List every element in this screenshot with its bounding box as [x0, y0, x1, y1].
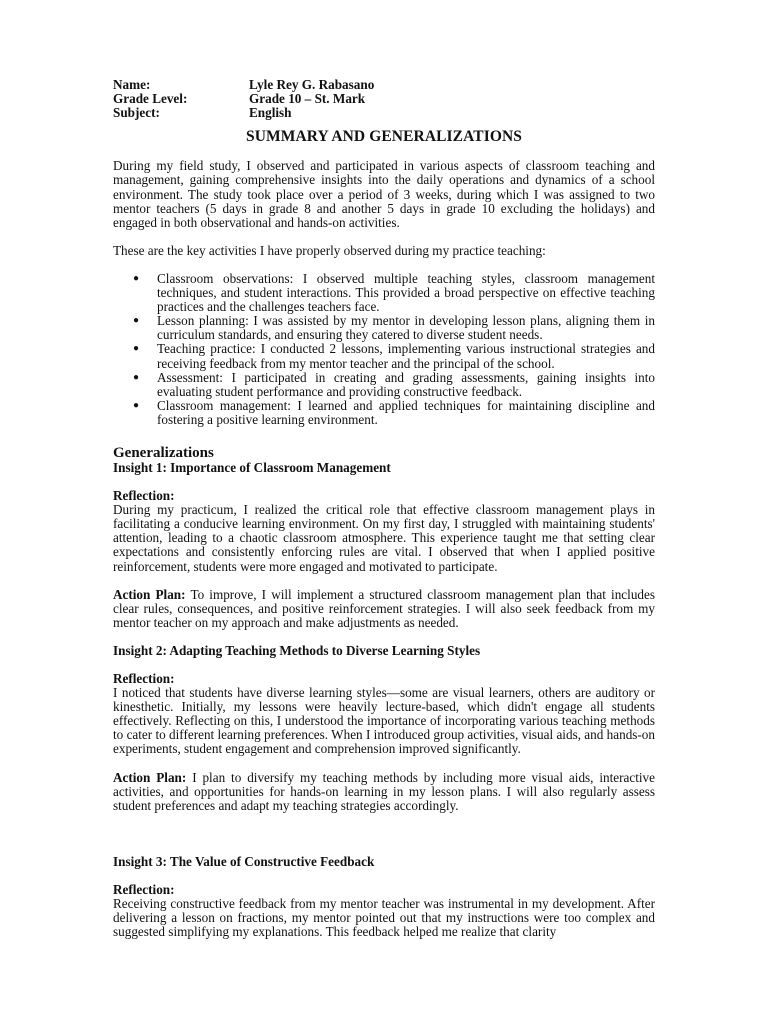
bullet-icon: ●: [133, 315, 140, 327]
list-item: [133, 397, 655, 427]
list-item-text: Lesson planning: I was assisted by my mentor in developing lesson plans, aligning them in curriculum standards, and ensuring they catered to diverse student needs.: [157, 313, 655, 343]
generalizations-heading: Generalizations: [113, 444, 214, 461]
insight-2-reflection-label: Reflection:: [113, 671, 175, 686]
subject-value: English: [249, 105, 292, 121]
bullet-icon: ●: [133, 272, 140, 284]
insight-3-reflection-label: Reflection:: [113, 881, 175, 897]
subject-row: [113, 106, 655, 120]
insight-1-reflection-label: Reflection:: [113, 488, 175, 504]
insight-2-action-plan: [113, 771, 655, 813]
name-value: Lyle Rey G. Rabasano: [249, 77, 375, 92]
list-item-text: Teaching practice: I conducted 2 lessons, implementing various instructional strategies and receiving feedback from my mentor teacher and the principal of the school.: [157, 341, 655, 371]
page-title: SUMMARY AND GENERALIZATIONS: [245, 128, 523, 146]
list-item: [133, 313, 655, 343]
activities-list: [113, 272, 655, 427]
action-plan-label: Action Plan:: [113, 586, 186, 602]
subject-label: Subject:: [113, 105, 160, 121]
insight-1-action-plan: [113, 588, 655, 630]
bullet-icon: ●: [133, 343, 140, 355]
insight-1-reflection: During my practicum, I realized the critical role that effective classroom management plays in facilitating a conducive learning environment. On my first day, I struggled with maintaining students' attention, leading to a chaotic classroom atmosphere. This experience taught me that setting clear expectations and consistently enforcing rules are vital. I observed that when I applied positive reinforcement, students were more engaged and motivated to participate.: [113, 502, 655, 574]
insight-3-title: Insight 3: The Value of Constructive Feedback: [113, 853, 375, 869]
insight-3-reflection: Receiving constructive feedback from my mentor teacher was instrumental in my development. After delivering a lesson on fractions, my mentor pointed out that my instructions were too complex and suggested simplifying my explanations. This feedback helped me realize that clarity: [113, 896, 655, 940]
list-item: [133, 270, 655, 315]
insight-2-title: Insight 2: Adapting Teaching Methods to Diverse Learning Styles: [113, 642, 481, 658]
list-item: [133, 341, 655, 371]
bullet-icon: ●: [133, 371, 140, 383]
intro-paragraph: During my field study, I observed and participated in various aspects of classroom teaching and management, gaining comprehensive insights into the daily operations and dynamics of a school environment. The study took place over a period of 3 weeks, during which I was assigned to two mentor teachers (5 days in grade 8 and another 5 days in grade 10 excluding the holidays) and engaged in both observational and hands-on activities.: [113, 158, 655, 230]
bullet-icon: ●: [133, 399, 140, 411]
list-item-text: Classroom management: I learned and applied techniques for maintaining discipline and fostering a positive learning environment.: [157, 397, 655, 427]
action-plan-text: I plan to diversify my teaching methods by including more visual aids, interactive activities, and opportunities for hands-on learning in my lesson plans. I will also regularly assess student preferences and adapt my teaching strategies accordingly.: [113, 769, 656, 813]
insight-1-title: Insight 1: Importance of Classroom Management: [113, 459, 391, 475]
action-plan-label: Action Plan:: [113, 769, 187, 785]
document-page: [113, 78, 655, 939]
action-plan-text: To improve, I will implement a structured classroom management plan that includes clear rules, consequences, and positive reinforcement strategies. I will also seek feedback from my mentor teacher on my approach and make adjustments as needed.: [113, 586, 656, 630]
grade-label: Grade Level:: [113, 91, 188, 107]
list-item: [133, 369, 655, 399]
grade-value: Grade 10 – St. Mark: [249, 91, 366, 107]
list-item-text: Assessment: I participated in creating and grading assessments, gaining insights into evaluating student performance and providing constructive feedback.: [157, 369, 655, 399]
name-row: [113, 78, 655, 92]
list-item-text: Classroom observations: I observed multiple teaching styles, classroom management techniques, and student interactions. This provided a broad perspective on effective teaching practices and the challenges teachers face.: [157, 270, 655, 315]
activities-intro: These are the key activities I have properly observed during my practice teaching:: [113, 242, 546, 258]
header-info: [113, 78, 655, 120]
grade-row: [113, 92, 655, 106]
insight-2-reflection: I noticed that students have diverse learning styles—some are visual learners, others are auditory or kinesthetic. Initially, my lessons were heavily lecture-based, which didn't engage all students effectively. Reflecting on this, I understood the importance of incorporating various teaching methods to cater to different learning preferences. When I introduced group activities, visual aids, and hands-on experiments, student engagement and comprehension improved significantly.: [113, 685, 655, 757]
name-label: Name:: [113, 77, 151, 92]
